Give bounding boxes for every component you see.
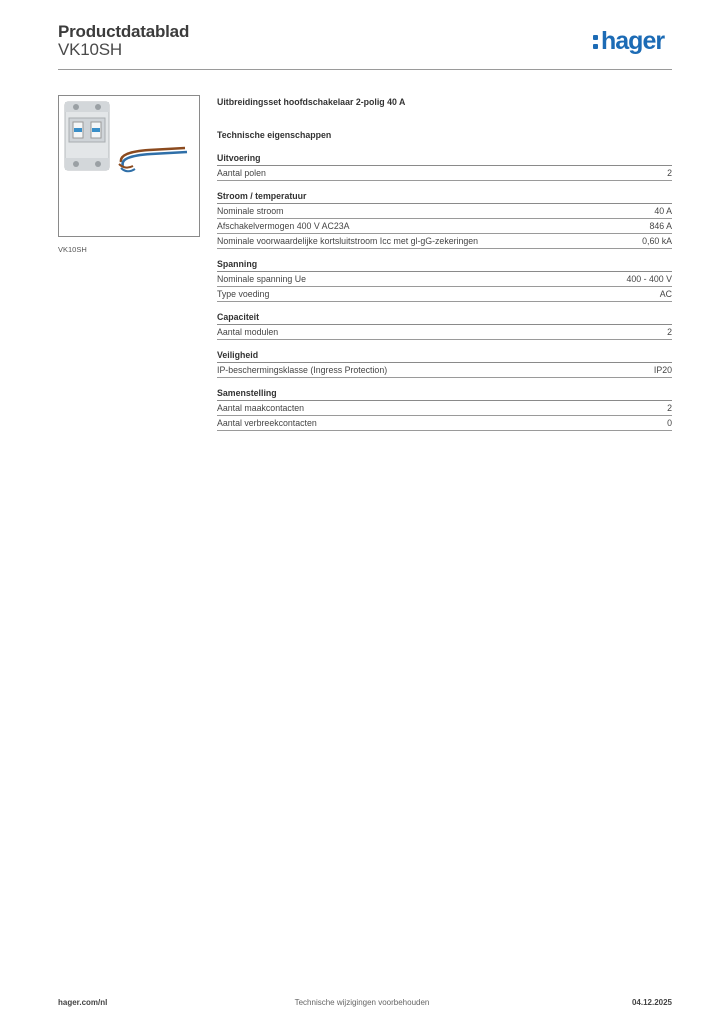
technical-properties-title: Technische eigenschappen [217,130,332,140]
spec-section [217,348,672,378]
spec-row [217,204,672,219]
spec-label: Nominale spanning Ue [217,274,306,284]
spec-value: 2 [667,168,672,178]
footer-website: hager.com/nl [58,998,108,1007]
spec-value: AC [659,289,672,299]
spec-label: Nominale stroom [217,206,284,216]
spec-row [217,272,672,287]
hager-logo [593,26,664,56]
section-title: Samenstelling [217,386,672,401]
spec-section [217,257,672,302]
logo-text: hager [601,27,665,55]
section-title: Capaciteit [217,310,672,325]
section-title: Uitvoering [217,151,672,166]
spec-section [217,189,672,249]
spec-label: Type voeding [217,289,270,299]
spec-row [217,325,672,340]
footer-disclaimer: Technische wijzigingen voorbehouden [294,998,430,1007]
spec-value: 2 [667,327,672,337]
footer-date: 04.12.2025 [631,998,672,1007]
spec-value: IP20 [653,365,672,375]
spec-row [217,416,672,431]
spec-label: IP-beschermingsklasse (Ingress Protection) [217,365,388,375]
spec-row [217,287,672,302]
image-caption: VK10SH [58,245,87,254]
product-content [217,95,672,431]
spec-label: Aantal verbreekcontacten [217,418,317,428]
spec-label: Nominale voorwaardelijke kortsluitstroom Icc met gl-gG-zekeringen [217,236,479,246]
spec-value: 400 - 400 V [626,274,672,284]
spec-value: 0 [667,418,672,428]
spec-section [217,310,672,340]
spec-section [217,151,672,181]
spec-value: 2 [667,403,672,413]
spec-label: Aantal maakcontacten [217,403,305,413]
section-title: Stroom / temperatuur [217,189,672,204]
product-image [58,95,200,237]
spec-row [217,401,672,416]
spec-row [217,219,672,234]
spec-value: 40 A [654,206,672,216]
spec-row [217,166,672,181]
spec-value: 0,60 kA [642,236,672,246]
spec-label: Aantal polen [217,168,266,178]
spec-label: Aantal modulen [217,327,279,337]
spec-label: Afschakelvermogen 400 V AC23A [217,221,350,231]
spec-value: 846 A [649,221,672,231]
document-title: Productdatablad [58,22,190,41]
spec-row [217,363,672,378]
spec-sections [217,151,672,431]
header-divider [58,69,672,70]
switch-with-wires-illustration [59,96,199,236]
section-title: Veiligheid [217,348,672,363]
product-description: Uitbreidingsset hoofdschakelaar 2-polig 40 A [217,97,406,107]
product-code-heading: VK10SH [58,40,123,59]
spec-row [217,234,672,249]
spec-section [217,386,672,431]
section-title: Spanning [217,257,672,272]
logo-dots-icon [593,32,599,52]
